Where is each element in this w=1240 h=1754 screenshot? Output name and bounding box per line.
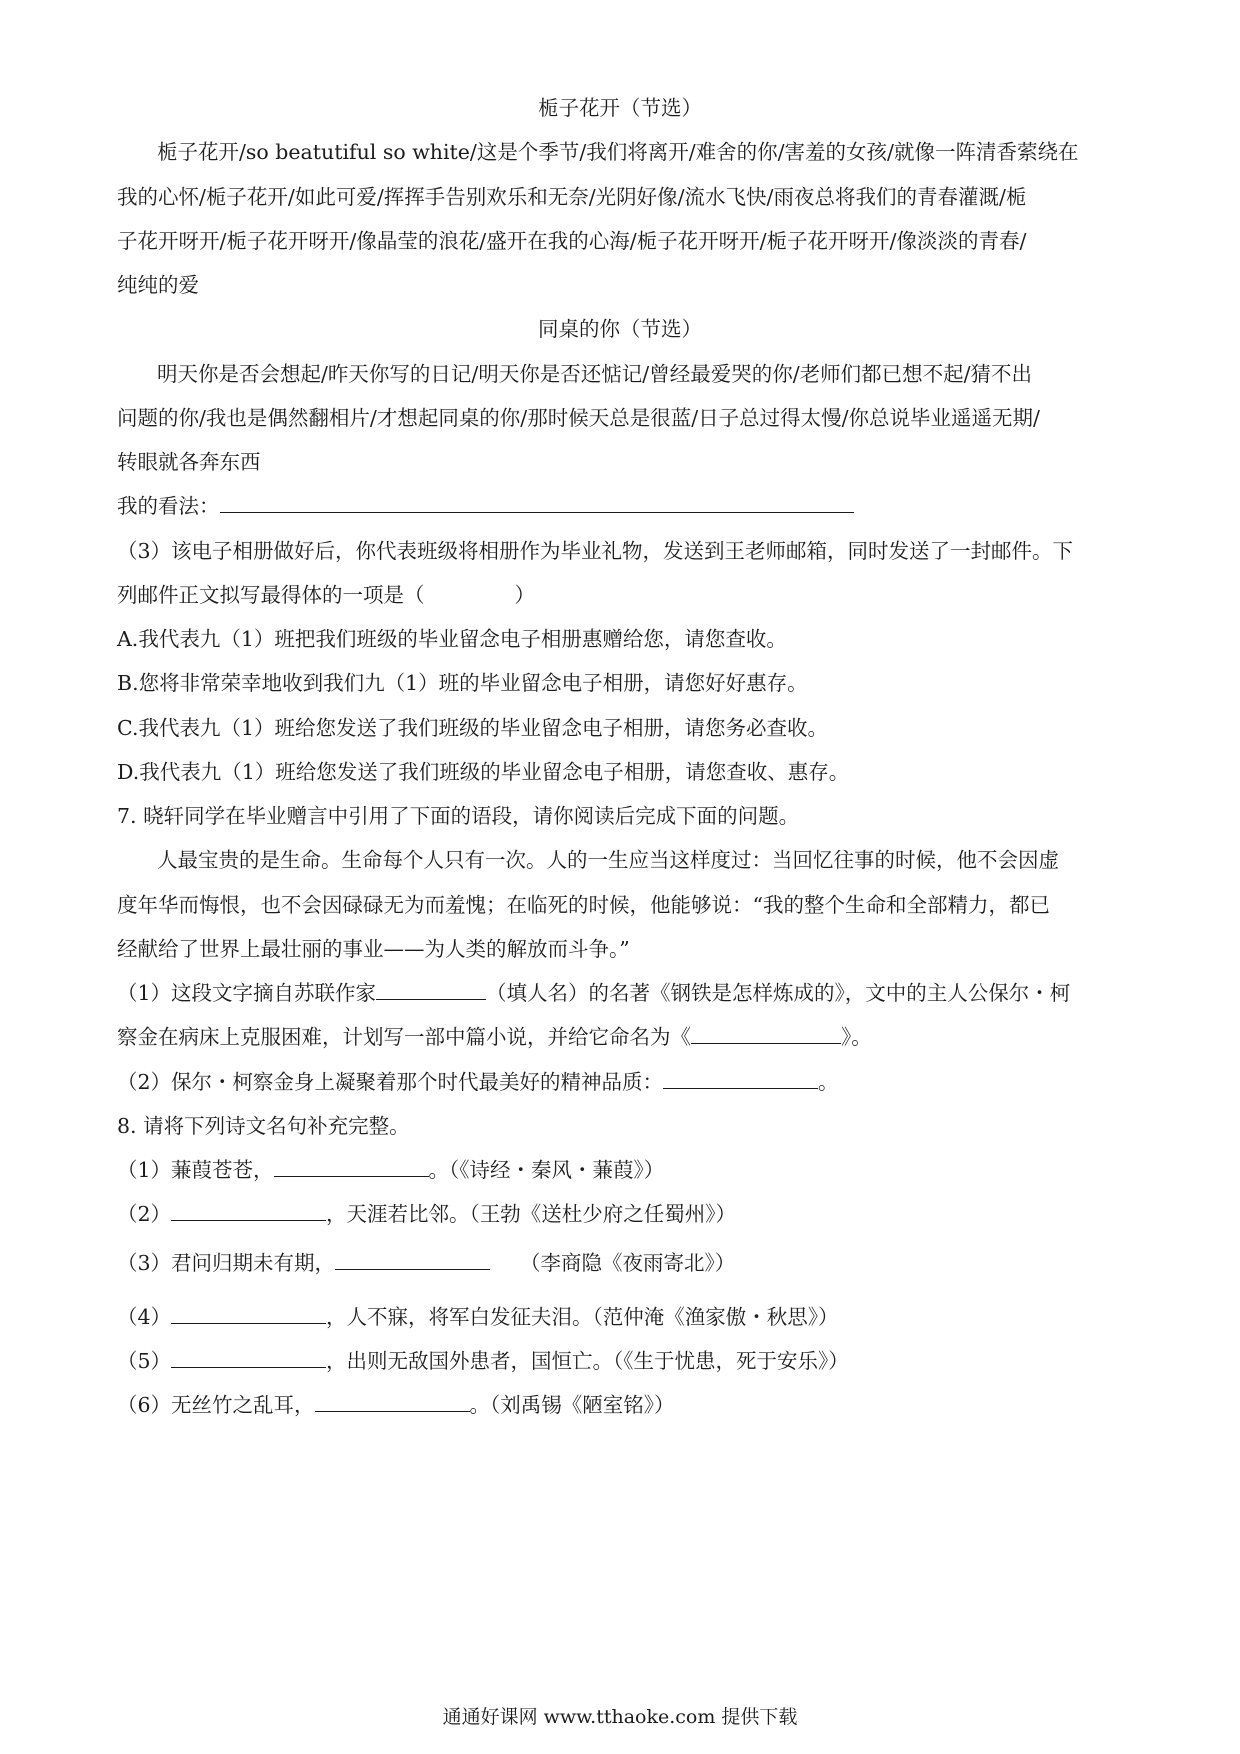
q8-item [117,1249,735,1277]
q7-sub1-cont [117,1023,872,1051]
q7-passage-line: 经献给了世界上最壮丽的事业——为人类的解放而斗争。” [117,937,630,961]
q8-item [117,1303,839,1331]
q7-sub2-text: （2）保尔・柯察金身上凝聚着那个时代最美好的精神品质： [117,1070,664,1094]
poem1-line: 子花开呀开/栀子花开呀开/像晶莹的浪花/盛开在我的心海/栀子花开呀开/栀子花开呀开/像淡淡的青春/ [117,229,1027,253]
q7-sub2-end: 。 [818,1070,839,1094]
q7-sub1-text: （1）这段文字摘自苏联作家 [117,981,377,1005]
q8-blank-5[interactable] [171,1347,326,1368]
q8-blank-1[interactable] [274,1156,429,1177]
poem1-line: 纯纯的爱 [117,273,199,297]
q7-novel-title-blank[interactable] [691,1023,841,1044]
q7-sub1 [117,979,1070,1007]
q3-option-c: C.我代表九（1）班给您发送了我们班级的毕业留念电子相册，请您务必查收。 [117,716,829,740]
q8-item [117,1347,849,1375]
page-footer: 通通好课网 www.tthaoke.com 提供下载 [442,1706,798,1728]
q8-blank-4[interactable] [171,1303,326,1324]
q8-item-text: （3）君问归期未有期， [117,1251,336,1275]
q7-quality-blank[interactable] [663,1068,818,1089]
q8-blank-6[interactable] [315,1391,470,1412]
q8-item-source: ，天涯若比邻。（王勃《送杜少府之任蜀州》） [326,1202,737,1226]
q8-item [117,1200,736,1228]
q3-stem-text: 列邮件正文拟写最得体的一项是（ [117,583,425,607]
q3-option-d: D.我代表九（1）班给您发送了我们班级的毕业留念电子相册，请您查收、惠存。 [117,760,850,784]
q8-blank-2[interactable] [171,1200,326,1221]
poem2-line: 问题的你/我也是偶然翻相片/才想起同桌的你/那时候天总是很蓝/日子总过得太慢/你总说毕业遥遥无期/ [117,406,1040,430]
q7-author-blank[interactable] [376,979,486,1000]
q7-sub1-text-4: 》。 [841,1025,872,1049]
q8-stem: 8. 请将下列诗文名句补充完整。 [117,1114,410,1138]
q8-item-source: ，人不寐，将军白发征夫泪。（范仲淹《渔家傲・秋思》） [326,1305,839,1329]
q8-item-source: 。（《诗经・秦风・蒹葭》） [428,1158,665,1182]
q8-item-text: （4） [117,1305,172,1329]
q8-item-source: 。（刘禹锡《陋室铭》） [469,1393,675,1417]
q8-item-text: （6）无丝竹之乱耳， [117,1393,315,1417]
poem2-title: 同桌的你（节选） [538,317,702,341]
opinion-answer-blank[interactable] [220,492,854,513]
q3-option-b: B.您将非常荣幸地收到我们九（1）班的毕业留念电子相册，请您好好惠存。 [117,671,808,695]
poem2-line: 明天你是否会想起/昨天你写的日记/明天你是否还惦记/曾经最爱哭的你/老师们都已想不起/猜不出 [157,362,1033,386]
q3-stem: （3）该电子相册做好后，你代表班级将相册作为毕业礼物，发送到王老师邮箱，同时发送了一封邮件。下 [117,539,1074,563]
poem1-title: 栀子花开（节选） [538,96,702,120]
q7-sub1-text-2: （填人名）的名著《钢铁是怎样炼成的》，文中的主人公保尔・柯 [486,981,1071,1005]
q8-item-text: （1）蒹葭苍苍， [117,1158,274,1182]
q3-stem-close: ） [514,583,535,607]
q8-blank-3[interactable] [335,1249,490,1270]
opinion-label: 我的看法： [117,494,220,518]
q7-stem: 7. 晓轩同学在毕业赠言中引用了下面的语段，请你阅读后完成下面的问题。 [117,804,800,828]
q7-passage-line: 人最宝贵的是生命。生命每个人只有一次。人的一生应当这样度过：当回忆往事的时候，他不会因虚 [157,848,1059,872]
q3-stem-2 [117,581,535,609]
poem1-line: 栀子花开/so beatutiful so white/这是个季节/我们将离开/难舍的你/害羞的女孩/就像一阵清香萦绕在 [157,140,1079,164]
q7-sub2 [117,1068,839,1096]
q8-item [117,1156,664,1184]
opinion-row [117,492,854,520]
q3-option-a: A.我代表九（1）班把我们班级的毕业留念电子相册惠赠给您，请您查收。 [117,627,787,651]
q8-item-text: （2） [117,1202,172,1226]
poem1-line: 我的心怀/栀子花开/如此可爱/挥挥手告别欢乐和无奈/光阴好像/流水飞快/雨夜总将我们的青春灌溉/栀 [117,185,1027,209]
q8-item-source: （李商隐《夜雨寄北》） [520,1251,736,1275]
q8-item [117,1391,675,1419]
poem2-line: 转眼就各奔东西 [117,450,261,474]
q7-passage-line: 度年华而悔恨，也不会因碌碌无为而羞愧；在临死的时候，他能够说：“我的整个生命和全部精力，都已 [117,893,1050,917]
q8-item-text: （5） [117,1349,172,1373]
q8-item-source: ，出则无敌国外患者，国恒亡。（《生于忧患，死于安乐》） [326,1349,849,1373]
q7-sub1-text-3: 察金在病床上克服困难，计划写一部中篇小说，并给它命名为《 [117,1025,691,1049]
